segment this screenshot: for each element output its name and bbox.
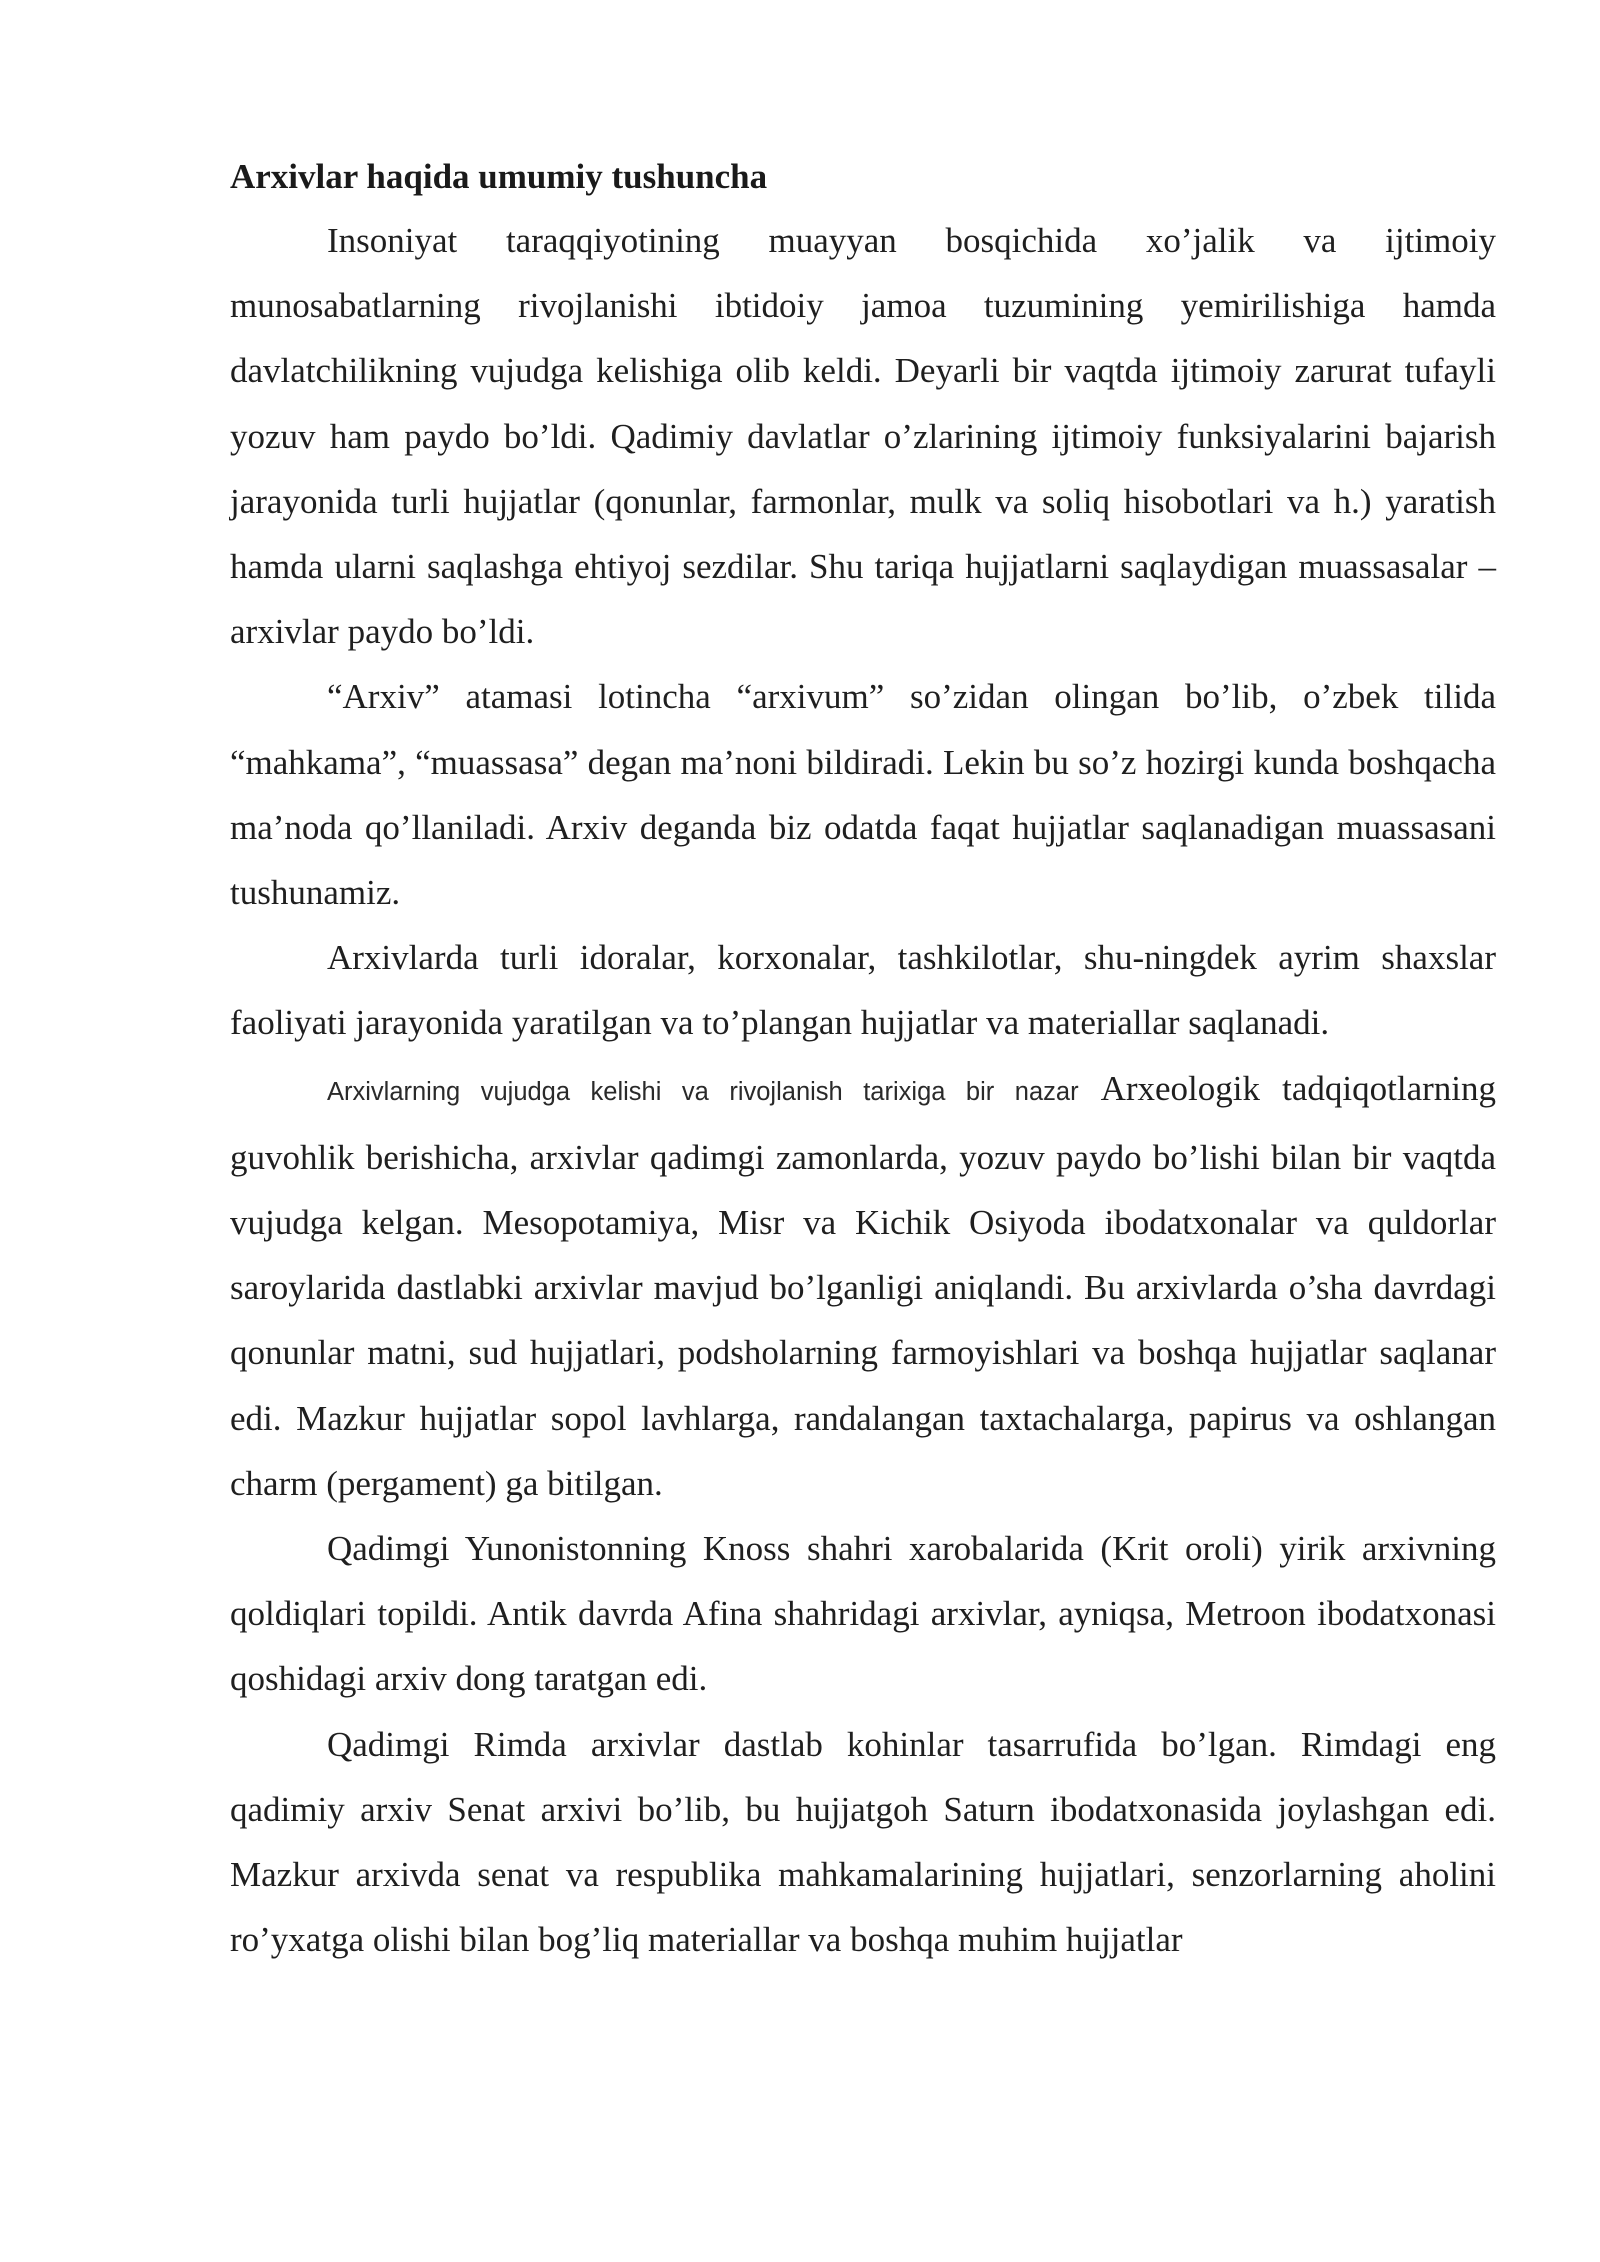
paragraph-intro: Insoniyat taraqqiyotining muayyan bosqichida xo’jalik va ijtimoiy munosabatlarning rivojlanishi ibtidoiy jamoa tuzumining yemirilishiga hamda davlatchilikning vujudga kelishiga olib keldi. Deyarli bir vaqtda ijtimoiy zarurat tufayli yozuv ham paydo bo’ldi. Qadimiy davlatlar o’zlarining ijtimoiy funksiyalarini bajarish jarayonida turli hujjatlar (qonunlar, farmonlar, mulk va soliq hisobotlari va h.) yaratish hamda ularni saqlashga ehtiyoj sezdilar. Shu tariqa hujjatlarni saqlaydigan muassasalar – arxivlar paydo bo’ldi.	[230, 221, 1496, 652]
section-paragraph-text: Arxeologik tadqiqotlarning guvohlik berishicha, arxivlar qadimgi zamonlarda, yozuv paydo bo’lishi bilan bir vaqtda vujudga kelgan. Mesopotamiya, Misr va Kichik Osiyoda ibodatxonalar va quldorlar saroylarida dastlabki arxivlar mavjud bo’lganligi aniqlandi. Bu arxivlarda o’sha davrdagi qonunlar matni, sud hujjatlari, podsholarning farmoyishlari va boshqa hujjatlar saqlanar edi. Mazkur hujjatlar sopol lavhlarga, randalangan taxtachalarga, papirus va oshlangan charm (pergament) ga bitilgan.	[230, 1068, 1496, 1503]
document-body	[230, 150, 1496, 1972]
paragraph-greece: Qadimgi Yunonistonning Knoss shahri xarobalarida (Krit oroli) yirik arxivning qoldiqlari topildi. Antik davrda Afina shahridagi arxivlar, ayniqsa, Metroon ibodatxonasi qoshidagi arxiv dong taratgan edi.	[230, 1529, 1496, 1699]
section-label: Arxivlarning vujudga kelishi va rivojlanish tarixiga bir nazar	[327, 1077, 1079, 1106]
paragraph-archive-contents: Arxivlarda turli idoralar, korxonalar, tashkilotlar, shu-ningdek ayrim shaxslar faoliyati jarayonida yaratilgan va to’plangan hujjatlar va materiallar saqlanadi.	[230, 938, 1496, 1043]
paragraph-rome: Qadimgi Rimda arxivlar dastlab kohinlar tasarrufida bo’lgan. Rimdagi eng qadimiy arxiv Senat arxivi bo’lib, bu hujjatgoh Saturn ibodatxonasida joylashgan edi. Mazkur arxivda senat va respublika mahkamalarining hujjatlari, senzorlarning aholini ro’yxatga olishi bilan bog’liq materiallar va boshqa muhim hujjatlar	[230, 1724, 1496, 1960]
paragraph-history	[230, 1056, 1496, 1516]
document-title: Arxivlar haqida umumiy tushuncha	[230, 157, 768, 196]
paragraph-term-definition: “Arxiv” atamasi lotincha “arxivum” so’zidan olingan bo’lib, o’zbek tilida “mahkama”, “muassasa” degan ma’noni bildiradi. Lekin bu so’z hozirgi kunda boshqacha ma’noda qo’llaniladi. Arxiv deganda biz odatda faqat hujjatlar saqlanadigan muassasani tushunamiz.	[230, 677, 1496, 913]
